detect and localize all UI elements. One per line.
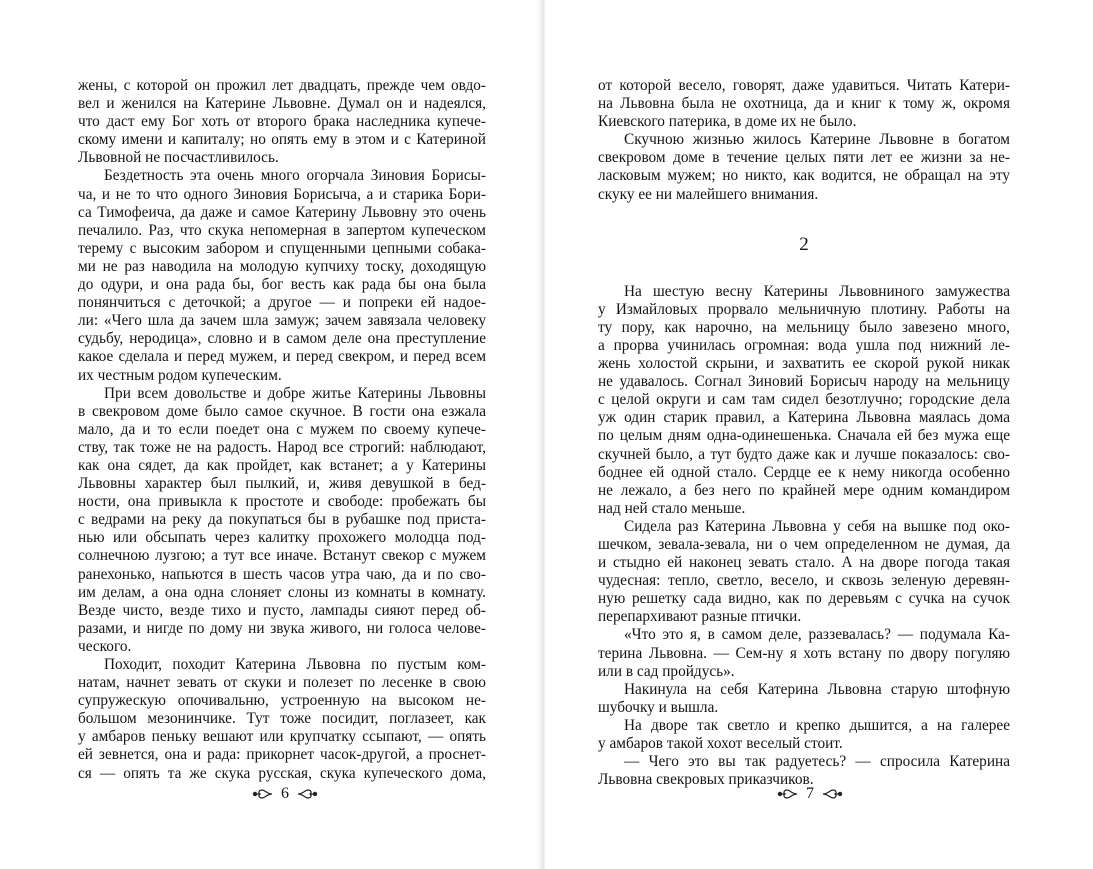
text-line: ности, она привыкла к простоте и свободе: пробежать бы: [78, 493, 486, 511]
text-line: На дворе так светло и крепко дышится, а на галерее: [624, 716, 1010, 734]
text-line: вел и женился на Катерине Львовне. Думал он и надеялся,: [78, 95, 486, 113]
text-line: ческого.: [78, 637, 132, 655]
text-line: над ней стало меньше.: [598, 499, 746, 517]
text-line: что даст ему Бог хоть от второго брака наследника купече-: [78, 113, 486, 131]
text-line: Киевского патерика, в доме их не было.: [598, 113, 857, 131]
text-line: солнечною лузгою; а тут все иначе. Встанут свекор с мужем: [78, 547, 486, 565]
text-line: не лежало, а без него по крайней мере одним командиром: [598, 481, 1010, 499]
text-line: боднее ей одной стало. Сердце ее к нему никогда особенно: [598, 463, 1010, 481]
text-line: терему с высоким забором и спущенными цепными собака-: [78, 239, 486, 257]
page-number: 7: [806, 785, 814, 802]
text-line: в свекровом доме было самое скучное. В гости она езжала: [78, 402, 486, 420]
text-line: терина Львовна. — Сем-ну я хоть встану по двору погуляю: [598, 644, 1010, 662]
text-line: Везде чисто, везде тихо и пусто, лампады сияют перед об-: [78, 601, 486, 619]
text-line: мало, да и то если поедет она с мужем по своему купече-: [78, 420, 486, 438]
text-line: а прорва учинилась огромная: вода ушла под нижний ле-: [598, 336, 1010, 354]
text-line: На шестую весну Катерины Львовниного замужества: [624, 282, 1010, 300]
left-page: [0, 0, 541, 869]
text-line: их честным родом купеческим.: [78, 366, 282, 384]
text-line: не удавалось. Согнал Зиновий Борисыч народу на мельницу: [598, 373, 1010, 391]
text-line: понянчиться с деточкой; а другое — и попреки ей надое-: [78, 294, 486, 312]
text-line: свекровом доме в течение целых пяти лет ее жизни за не-: [598, 149, 1010, 167]
right-page-text: [598, 77, 1010, 789]
text-line: большом мезонинчике. Тут тоже посидит, поглазеет, как: [78, 710, 486, 728]
text-line: нью или обсыпать через калитку прохожего молодца под-: [78, 529, 486, 547]
text-line: натам, начнет зевать от скуки и полезет по лесенке в свою: [78, 674, 486, 692]
text-line: разами, и нигде по дому ни звука живого, ни голоса челове-: [78, 619, 486, 637]
text-line: ей зевнется, она и рада: прикорнет часок-другой, а проснет-: [78, 746, 486, 764]
text-line: ли: «Чего шла да зачем шла замуж; зачем завязала человеку: [78, 312, 486, 330]
text-line: Накинула на себя Катерина Львовна старую штофную: [624, 680, 1010, 698]
text-line: Походит, походит Катерина Львовна по пустым ком-: [104, 656, 486, 673]
right-page-number: [770, 783, 850, 805]
text-line: уж один старик правил, а Катерина Львовна маялась дома: [598, 409, 1010, 427]
text-line: шубочку и вышла.: [598, 698, 719, 716]
fleuron-icon: [251, 787, 273, 801]
text-line: им делам, а она одна слоняет слоны из комнаты в комнату.: [78, 583, 486, 601]
text-line: у амбаров пеньку вешают или крупчатку ссыпают, — опять: [78, 728, 486, 746]
text-line: чудесная: тепло, светло, весело, и сквозь зеленую деревян-: [598, 572, 1010, 590]
text-line: ча, и не то что одного Зиновия Борисыча, а и старика Бори-: [78, 185, 486, 203]
text-line: с целой округи и сам там сидел безотлучно; городские дела: [598, 391, 1010, 409]
text-line: какое сделала и перед мужем, и перед свекром, и перед всем: [78, 348, 486, 366]
text-line: жень холостой скрыни, и захватить ее скорой рукой никак: [598, 355, 1010, 373]
text-line: до одури, и она рада бы, бог весть как рада бы она была: [78, 276, 486, 294]
text-line: скуку ее ни малейшего внимания.: [598, 185, 819, 203]
text-line: у амбаров такой хохот веселый стоит.: [598, 735, 843, 752]
left-page-number: [245, 783, 325, 805]
text-line: Бездетность эта очень много огорчала Зиновия Борисы-: [104, 167, 486, 185]
text-line: Львовной не посчастливилось.: [78, 149, 279, 167]
left-page-text: [78, 77, 486, 783]
text-line: ную решетку сада видно, как по деревьям с сучка на сучок: [598, 590, 1010, 608]
text-line: ласковым мужем; но никто, как водится, не обращал на эту: [598, 167, 1010, 185]
text-line: как она сядет, да как пройдет, как встанет; а у Катерины: [78, 456, 486, 474]
text-line: са Тимофеича, да даже и самое Катерину Львовну это очень: [78, 203, 486, 221]
text-line: ся — опять та же скука русская, скука купеческого дома,: [78, 764, 486, 782]
text-line: и стыдно ей наконец зевать стало. А на дворе погода такая: [598, 554, 1010, 572]
text-line: у Измайловых прорвало мельничную плотину. Работы на: [598, 300, 1010, 318]
text-line: Львовна свекровых приказчиков.: [598, 771, 814, 789]
right-page: [545, 0, 1093, 869]
text-line: жены, с которой он прожил лет двадцать, прежде чем овдо-: [78, 77, 486, 94]
text-line: Львовны характер был пылкий, и, живя девушкой в бед-: [78, 475, 486, 493]
fleuron-icon: [776, 787, 798, 801]
text-line: печалило. Раз, что скука непомерная в запертом купеческом: [78, 221, 486, 239]
text-line: от которой весело, говорят, даже удавиться. Читать Катери-: [598, 77, 1010, 94]
text-line: — Чего это вы так радуетесь? — спросила Катерина: [624, 753, 1010, 771]
text-line: судьбу, неродица», словно и в самом деле она преступление: [78, 330, 486, 348]
text-line: ту пору, как нарочно, на мельницу было завезено много,: [598, 318, 1010, 336]
text-line: ранехонько, напьются в шесть часов утра чаю, да и по сво-: [78, 565, 486, 583]
text-line: по целым дням одна-одинешенька. Сначала ей без мужа еще: [598, 427, 1010, 445]
text-line: с ведрами на реку да покупаться бы в рубашке под приста-: [78, 511, 486, 529]
text-line: шечком, зевала-зевала, ни о чем определенном не думая, да: [598, 535, 1010, 553]
text-line: При всем довольстве и добре житье Катерины Львовны: [104, 384, 486, 402]
text-line: ми не раз наводила на молодую купчиху тоску, доходящую: [78, 257, 486, 275]
text-line: Сидела раз Катерина Львовна у себя на вышке под око-: [624, 517, 1010, 535]
text-line: «Что это я, в самом деле, раззевалась? — подумала Ка-: [624, 626, 1010, 644]
text-line: на Львовна была не охотница, да и книг к тому ж, окромя: [598, 95, 1010, 113]
text-line: супружескую опочивальню, устроенную на высоком не-: [78, 692, 486, 710]
text-line: скому имени и капиталу; но опять ему в этом и с Катериной: [78, 131, 486, 149]
fleuron-icon: [822, 787, 844, 801]
text-line: перепархивают разные птички.: [598, 608, 802, 626]
fleuron-icon: [297, 787, 319, 801]
chapter-number: 2: [799, 233, 809, 255]
page-number: 6: [281, 785, 289, 802]
text-line: или в сад пройдусь».: [598, 662, 735, 680]
text-line: ству, так тоже не на радость. Народ все строгий: наблюдают,: [78, 438, 486, 456]
text-line: Скучною жизнью жилось Катерине Львовне в богатом: [624, 131, 1010, 149]
text-line: скучней было, а тут будто даже как и лучше показалось: сво-: [598, 445, 1010, 463]
